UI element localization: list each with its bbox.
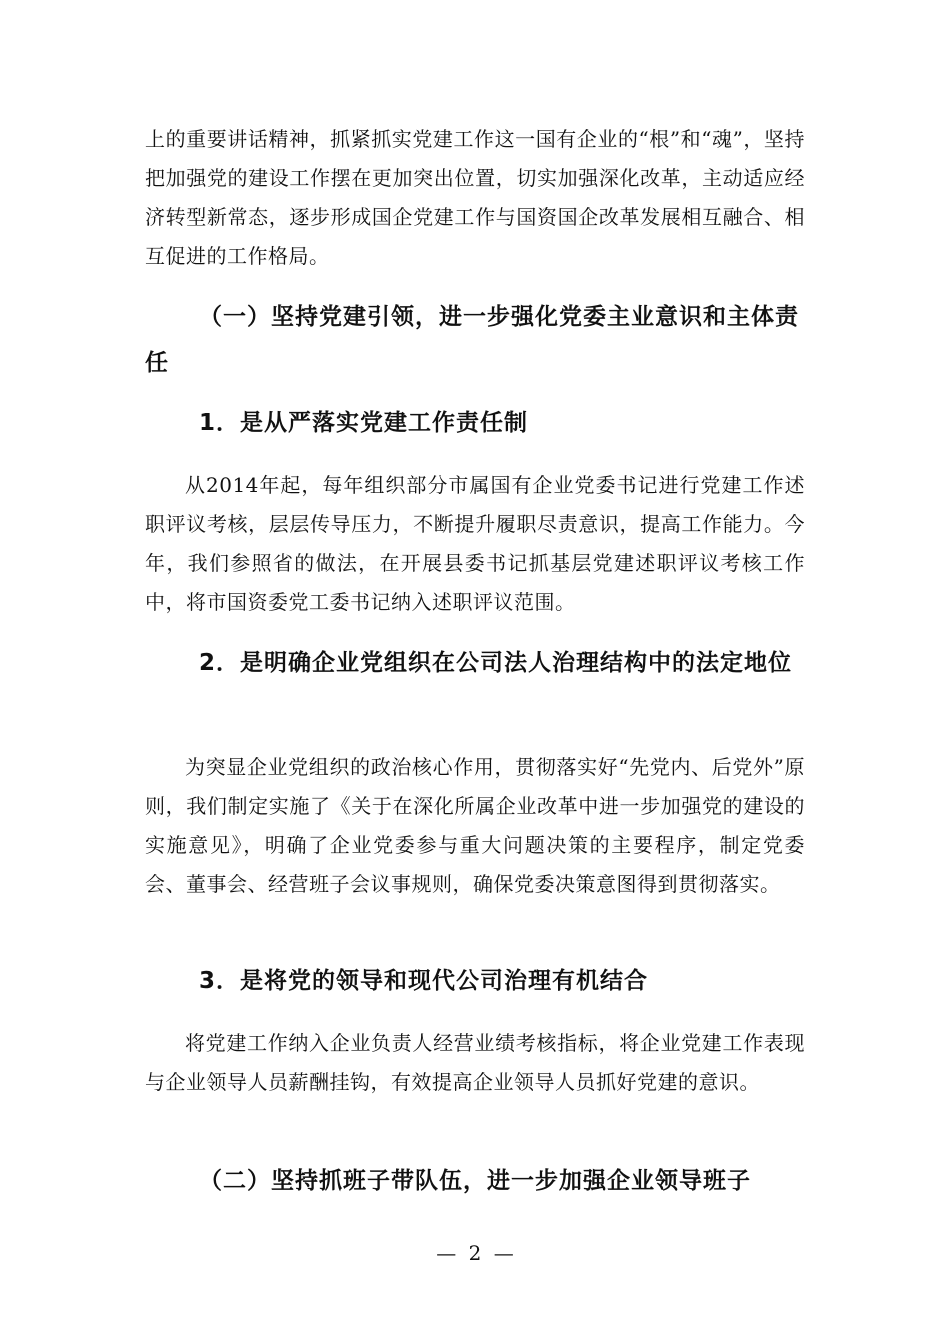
item-heading-1: 1．是从严落实党建工作责任制 [199,410,529,436]
section-heading-2: （二）坚持抓班子带队伍，进一步加强企业领导班子 [199,1168,751,1194]
item-heading-2: 2．是明确企业党组织在公司法人治理结构中的法定地位 [199,650,793,676]
item-heading-3: 3．是将党的领导和现代公司治理有机结合 [199,968,649,994]
footer-dash-left: — [436,1241,457,1265]
paragraph-intro: 上的重要讲话精神，抓紧抓实党建工作这一国有企业的“根”和“魂”，坚持把加强党的建设工作摆在更加突出位置，切实加强深化改革，主动适应经济转型新常态，逐步形成国企党建工作与国资国企改革发展相互融合、相互促进的工作格局。 [145,127,805,268]
section-heading-1: （一）坚持党建引领，进一步强化党委主业意识和主体责任 [145,304,799,376]
page-footer [0,1238,950,1268]
paragraph-item-3: 将党建工作纳入企业负责人经营业绩考核指标，将企业党建工作表现与企业领导人员薪酬挂钩，有效提高企业领导人员抓好党建的意识。 [145,1031,805,1094]
paragraph-item-1: 从2014年起，每年组织部分市属国有企业党委书记进行党建工作述职评议考核，层层传导压力，不断提升履职尽责意识，提高工作能力。今年，我们参照省的做法，在开展县委书记抓基层党建述职评议考核工作中，将市国资委党工委书记纳入述职评议范围。 [145,473,805,614]
page-number: 2 [468,1241,482,1265]
paragraph-item-2: 为突显企业党组织的政治核心作用，贯彻落实好“先党内、后党外”原则，我们制定实施了《关于在深化所属企业改革中进一步加强党的建设的实施意见》，明确了企业党委参与重大问题决策的主要程序，制定党委会、董事会、经营班子会议事规则，确保党委决策意图得到贯彻落实。 [145,755,805,896]
footer-dash-right: — [493,1241,514,1265]
